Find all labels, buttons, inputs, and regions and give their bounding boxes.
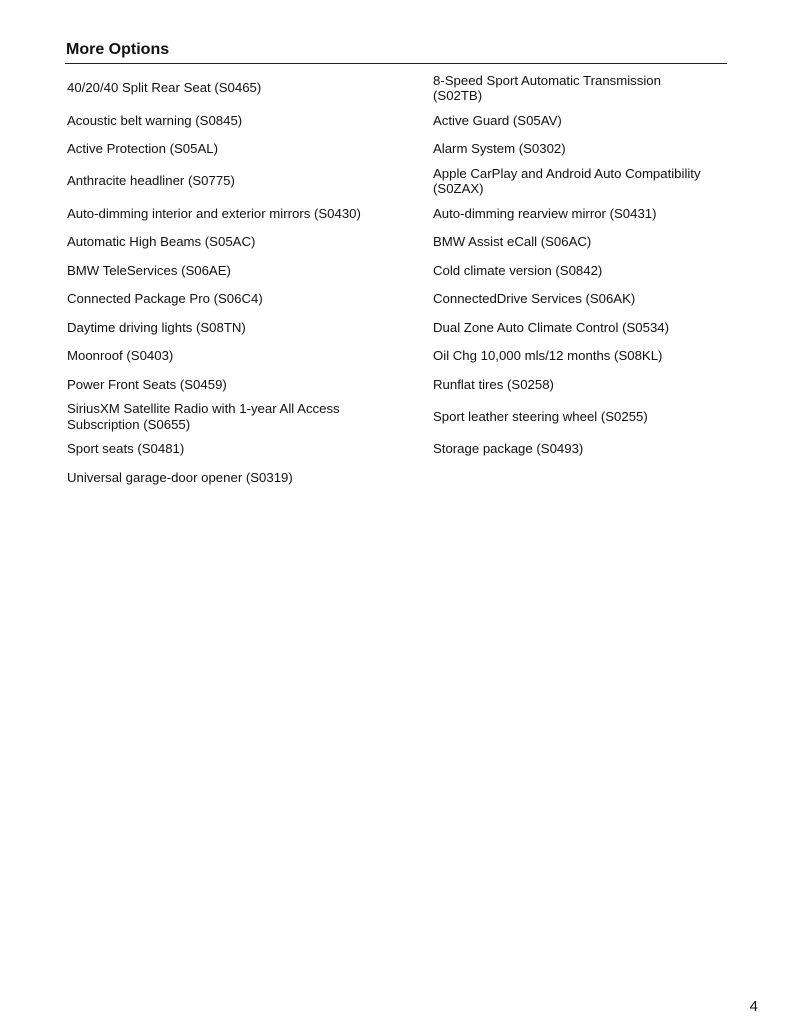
option-item: Apple CarPlay and Android Auto Compatibility (S0ZAX) — [433, 165, 701, 196]
option-item: ConnectedDrive Services (S06AK) — [433, 291, 636, 306]
option-item: Sport seats (S0481) — [67, 441, 185, 456]
option-item: 8-Speed Sport Automatic Transmission (S02TB) — [433, 72, 661, 103]
option-item: Storage package (S0493) — [433, 441, 584, 456]
option-item: BMW TeleServices (S06AE) — [67, 262, 231, 278]
section-title: More Options — [66, 41, 170, 58]
options-list — [67, 70, 727, 492]
option-item: BMW Assist eCall (S06AC) — [433, 234, 592, 249]
option-item: Universal garage-door opener (S0319) — [67, 469, 293, 485]
option-item: Alarm System (S0302) — [433, 141, 566, 156]
page-number: 4 — [749, 998, 758, 1015]
option-item: Moonroof (S0403) — [67, 348, 174, 363]
option-item: Sport leather steering wheel (S0255) — [433, 408, 648, 424]
option-item: SiriusXM Satellite Radio with 1-year All Access Subscription (S0655) — [67, 401, 340, 432]
option-item: Acoustic belt warning (S0845) — [67, 112, 243, 128]
option-item: Dual Zone Auto Climate Control (S0534) — [433, 319, 670, 335]
option-item: Automatic High Beams (S05AC) — [67, 234, 256, 249]
option-item: Active Guard (S05AV) — [433, 112, 562, 128]
option-item: Daytime driving lights (S08TN) — [67, 319, 246, 335]
option-item: Active Protection (S05AL) — [67, 141, 218, 156]
option-item: Auto-dimming interior and exterior mirrors (S0430) — [67, 205, 361, 221]
option-item: Connected Package Pro (S06C4) — [67, 291, 263, 306]
option-item: 40/20/40 Split Rear Seat (S0465) — [67, 80, 262, 96]
option-item: Runflat tires (S0258) — [433, 376, 554, 392]
option-item: Power Front Seats (S0459) — [67, 376, 227, 392]
option-item: Anthracite headliner (S0775) — [67, 173, 235, 189]
option-item-empty — [433, 463, 727, 492]
option-item: Oil Chg 10,000 mls/12 months (S08KL) — [433, 348, 663, 363]
title-divider — [65, 63, 727, 64]
option-item: Auto-dimming rearview mirror (S0431) — [433, 205, 657, 221]
option-item: Cold climate version (S0842) — [433, 262, 603, 278]
